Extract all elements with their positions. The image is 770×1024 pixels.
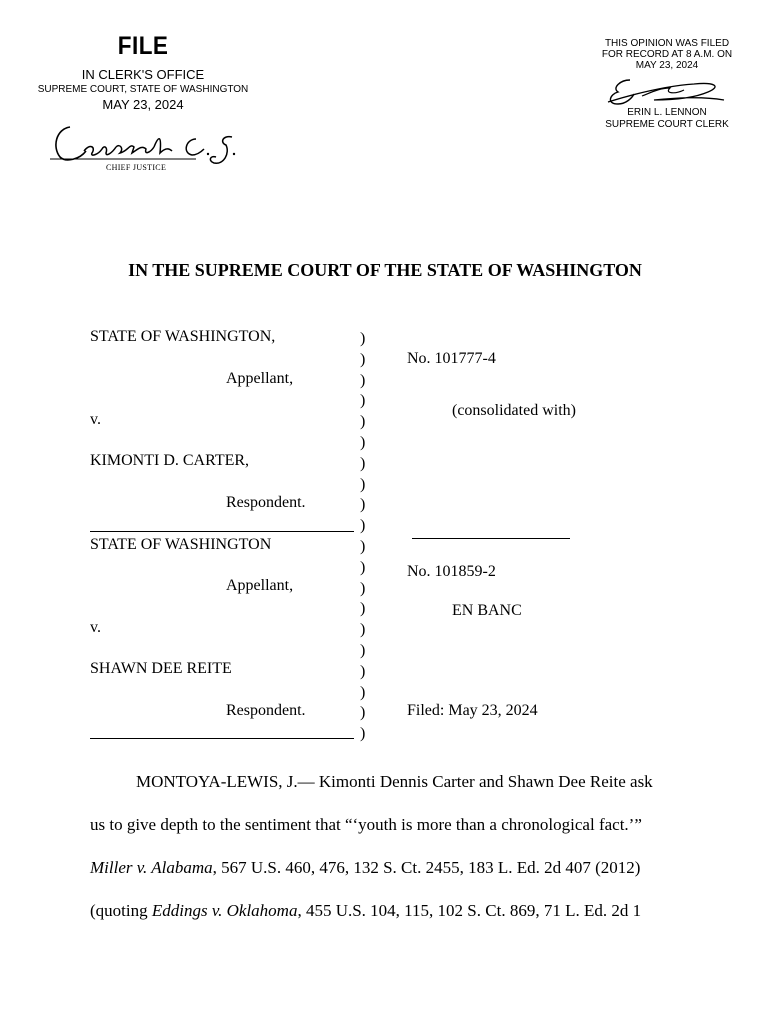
file-stamp-office: IN CLERK'S OFFICE <box>81 67 205 82</box>
case2-party2: SHAWN DEE REITE <box>90 660 232 677</box>
case-number-divider <box>412 538 570 539</box>
citation-text: , 567 U.S. 460, 476, 132 S. Ct. 2455, 183 L. Ed. 2d 407 (2012) <box>212 858 641 877</box>
case2-party1-role: Appellant, <box>226 577 294 594</box>
clerk-title: SUPREME COURT CLERK <box>605 119 729 130</box>
clerk-name: ERIN L. LENNON <box>627 107 707 118</box>
clerk-block <box>586 107 748 131</box>
clerk-signature <box>604 76 730 108</box>
filing-notice-line: FOR RECORD AT 8 A.M. ON <box>601 49 733 60</box>
opinion-line: MONTOYA-LEWIS, J.— Kimonti Dennis Carter and Shawn Dee Reite ask <box>136 772 653 791</box>
case2-filed-date: Filed: May 23, 2024 <box>407 702 538 719</box>
case2-number: No. 101859-2 <box>407 563 496 580</box>
filing-notice-date: MAY 23, 2024 <box>635 60 699 71</box>
case1-party2: KIMONTI D. CARTER, <box>90 452 250 469</box>
case2-panel: EN BANC <box>452 602 522 619</box>
case-citation: Miller v. Alabama <box>90 858 213 877</box>
case1-party2-role: Respondent. <box>226 494 306 511</box>
case2-versus: v. <box>90 619 101 636</box>
citation-text: (quoting <box>90 901 152 920</box>
court-title: IN THE SUPREME COURT OF THE STATE OF WASHINGTON <box>128 260 642 280</box>
case-citation: Eddings v. Oklahoma <box>151 901 298 920</box>
case1-consolidated-note: (consolidated with) <box>452 402 576 419</box>
caption-divider <box>90 738 354 739</box>
file-stamp-date: MAY 23, 2024 <box>102 97 184 112</box>
file-stamp-title: FILE <box>117 32 169 60</box>
case2-party1: STATE OF WASHINGTON <box>90 536 272 553</box>
opinion-body <box>90 760 686 932</box>
filing-notice-line: THIS OPINION WAS FILED <box>604 38 730 49</box>
caption-parentheses: ) ) ) ) ) ) ) ) ) ) ) ) ) ) ) ) ) ) ) ) <box>360 330 366 743</box>
opinion-line: us to give depth to the sentiment that “‘youth is more than a chronological fact.’” <box>90 815 642 834</box>
chief-justice-title: CHIEF JUSTICE <box>106 163 167 172</box>
opinion-line <box>90 846 686 889</box>
filing-notice <box>586 38 748 71</box>
case1-party1-role: Appellant, <box>226 370 294 387</box>
case1-versus: v. <box>90 411 101 428</box>
opinion-line <box>90 889 686 932</box>
citation-text: , 455 U.S. 104, 115, 102 S. Ct. 869, 71 L. Ed. 2d 1 <box>297 901 642 920</box>
caption-divider <box>90 531 354 532</box>
case2-party2-role: Respondent. <box>226 702 306 719</box>
file-stamp-court: SUPREME COURT, STATE OF WASHINGTON <box>37 84 249 95</box>
case1-number: No. 101777-4 <box>407 350 496 367</box>
case1-party1: STATE OF WASHINGTON, <box>90 328 276 345</box>
file-stamp <box>30 32 256 112</box>
